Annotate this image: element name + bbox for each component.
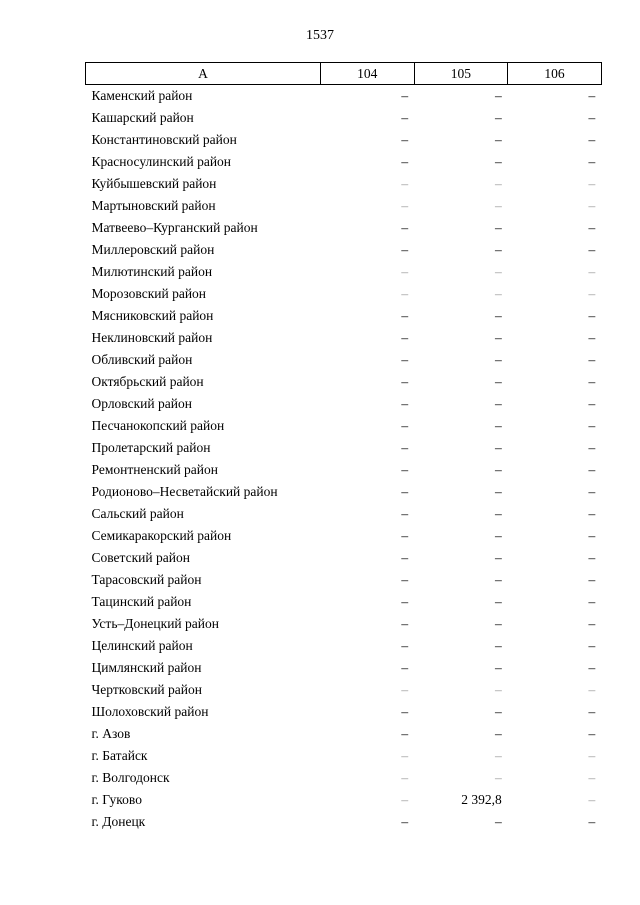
row-value-cell: –: [588, 396, 596, 411]
table-row: [86, 657, 602, 679]
row-value-cell: –: [401, 286, 409, 301]
row-name-cell: Чертковский район: [91, 682, 202, 697]
row-value-cell: –: [401, 220, 409, 235]
table-row: [86, 481, 602, 503]
row-name-cell: Октябрьский район: [91, 374, 204, 389]
row-value-cell: –: [401, 770, 409, 785]
table-row: [86, 85, 602, 108]
row-value-cell: –: [401, 506, 409, 521]
row-value-cell: –: [588, 506, 596, 521]
row-name-cell: Обливский район: [91, 352, 193, 367]
row-value-cell: –: [494, 748, 502, 763]
row-name-cell: г. Волгодонск: [91, 770, 170, 785]
table-row: [86, 547, 602, 569]
row-name-cell: Константиновский район: [91, 132, 237, 147]
row-value-cell: –: [494, 484, 502, 499]
row-value-cell: –: [588, 528, 596, 543]
row-value-cell: –: [494, 396, 502, 411]
row-name-cell: Матвеево–Курганский район: [91, 220, 258, 235]
row-value-cell: –: [401, 132, 409, 147]
row-name-cell: Песчанокопский район: [91, 418, 225, 433]
row-value-cell: –: [588, 132, 596, 147]
row-value-cell: 2 392,8: [461, 792, 502, 807]
table-row: [86, 371, 602, 393]
table-row: [86, 349, 602, 371]
row-value-cell: –: [401, 330, 409, 345]
row-value-cell: –: [588, 462, 596, 477]
row-value-cell: –: [588, 330, 596, 345]
row-value-cell: –: [588, 726, 596, 741]
row-value-cell: –: [494, 660, 502, 675]
row-value-cell: –: [494, 572, 502, 587]
row-value-cell: –: [588, 308, 596, 323]
row-value-cell: –: [588, 154, 596, 169]
row-value-cell: –: [588, 572, 596, 587]
row-name-cell: Миллеровский район: [91, 242, 215, 257]
row-value-cell: –: [401, 704, 409, 719]
row-value-cell: –: [401, 396, 409, 411]
table-row: [86, 415, 602, 437]
table-row: [86, 283, 602, 305]
table-row: [86, 591, 602, 613]
row-value-cell: –: [588, 704, 596, 719]
row-value-cell: –: [494, 88, 502, 103]
row-value-cell: –: [401, 528, 409, 543]
row-value-cell: –: [494, 440, 502, 455]
row-name-cell: Сальский район: [91, 506, 184, 521]
row-value-cell: –: [588, 792, 596, 807]
row-value-cell: –: [588, 682, 596, 697]
row-name-cell: Кашарский район: [91, 110, 194, 125]
table-row: [86, 305, 602, 327]
row-value-cell: –: [588, 352, 596, 367]
row-name-cell: Пролетарский район: [91, 440, 211, 455]
header-cell-name: А: [86, 63, 321, 85]
row-value-cell: –: [494, 638, 502, 653]
row-name-cell: Шолоховский район: [91, 704, 209, 719]
row-name-cell: Неклиновский район: [91, 330, 213, 345]
row-value-cell: –: [401, 418, 409, 433]
row-value-cell: –: [401, 264, 409, 279]
table-row: [86, 107, 602, 129]
row-value-cell: –: [494, 352, 502, 367]
row-value-cell: –: [401, 242, 409, 257]
table-row: [86, 525, 602, 547]
row-value-cell: –: [401, 462, 409, 477]
row-value-cell: –: [401, 352, 409, 367]
row-value-cell: –: [494, 682, 502, 697]
row-value-cell: –: [494, 308, 502, 323]
row-value-cell: –: [588, 616, 596, 631]
table-row: [86, 789, 602, 811]
row-value-cell: –: [588, 660, 596, 675]
row-name-cell: Орловский район: [91, 396, 192, 411]
row-value-cell: –: [494, 704, 502, 719]
table-row: [86, 217, 602, 239]
row-value-cell: –: [401, 638, 409, 653]
row-value-cell: –: [401, 550, 409, 565]
row-value-cell: –: [401, 374, 409, 389]
row-name-cell: Родионово–Несветайский район: [91, 484, 278, 499]
table-row: [86, 701, 602, 723]
table-body: [86, 85, 602, 834]
row-name-cell: Мясниковский район: [91, 308, 214, 323]
row-name-cell: г. Донецк: [91, 814, 146, 829]
row-name-cell: Милютинский район: [91, 264, 213, 279]
row-value-cell: –: [494, 110, 502, 125]
row-name-cell: Усть–Донецкий район: [91, 616, 219, 631]
table-row: [86, 195, 602, 217]
row-value-cell: –: [401, 308, 409, 323]
row-value-cell: –: [588, 264, 596, 279]
row-value-cell: –: [494, 726, 502, 741]
row-value-cell: –: [494, 176, 502, 191]
table-row: [86, 327, 602, 349]
row-value-cell: –: [494, 462, 502, 477]
row-value-cell: –: [494, 198, 502, 213]
row-value-cell: –: [494, 154, 502, 169]
table-row: [86, 745, 602, 767]
row-value-cell: –: [401, 88, 409, 103]
row-value-cell: –: [588, 814, 596, 829]
table-row: [86, 811, 602, 833]
row-name-cell: г. Гуково: [91, 792, 142, 807]
row-name-cell: Морозовский район: [91, 286, 207, 301]
table-row: [86, 129, 602, 151]
row-value-cell: –: [494, 242, 502, 257]
row-value-cell: –: [588, 638, 596, 653]
row-value-cell: –: [588, 242, 596, 257]
row-value-cell: –: [401, 814, 409, 829]
row-value-cell: –: [588, 220, 596, 235]
page-number: 1537: [306, 28, 334, 43]
row-value-cell: –: [588, 440, 596, 455]
row-name-cell: Красносулинский район: [91, 154, 232, 169]
row-name-cell: Тацинский район: [91, 594, 192, 609]
row-name-cell: Ремонтненский район: [91, 462, 218, 477]
row-value-cell: –: [588, 418, 596, 433]
data-table: [85, 62, 602, 833]
row-value-cell: –: [588, 286, 596, 301]
row-value-cell: –: [588, 748, 596, 763]
row-name-cell: Мартыновский район: [91, 198, 216, 213]
row-value-cell: –: [401, 660, 409, 675]
row-value-cell: –: [494, 132, 502, 147]
header-cell-106: 106: [508, 63, 602, 85]
row-value-cell: –: [494, 286, 502, 301]
table-row: [86, 613, 602, 635]
table-row: [86, 635, 602, 657]
row-value-cell: –: [588, 374, 596, 389]
row-name-cell: г. Батайск: [91, 748, 148, 763]
row-value-cell: –: [494, 528, 502, 543]
table-row: [86, 261, 602, 283]
row-name-cell: Каменский район: [91, 88, 193, 103]
row-value-cell: –: [401, 594, 409, 609]
row-value-cell: –: [401, 792, 409, 807]
row-name-cell: Куйбышевский район: [91, 176, 217, 191]
row-value-cell: –: [494, 374, 502, 389]
table-row: [86, 437, 602, 459]
row-value-cell: –: [494, 770, 502, 785]
row-value-cell: –: [401, 198, 409, 213]
row-value-cell: –: [494, 506, 502, 521]
row-value-cell: –: [401, 682, 409, 697]
row-value-cell: –: [588, 110, 596, 125]
row-name-cell: г. Азов: [91, 726, 131, 741]
row-value-cell: –: [588, 88, 596, 103]
table-row: [86, 151, 602, 173]
row-value-cell: –: [494, 616, 502, 631]
row-value-cell: –: [494, 550, 502, 565]
row-name-cell: Советский район: [91, 550, 190, 565]
row-value-cell: –: [494, 814, 502, 829]
row-value-cell: –: [588, 198, 596, 213]
table-header: [86, 63, 602, 85]
row-value-cell: –: [401, 726, 409, 741]
row-value-cell: –: [401, 572, 409, 587]
table-row: [86, 393, 602, 415]
row-value-cell: –: [401, 110, 409, 125]
table-row: [86, 569, 602, 591]
table-row: [86, 723, 602, 745]
row-value-cell: –: [588, 550, 596, 565]
row-value-cell: –: [494, 330, 502, 345]
table-row: [86, 459, 602, 481]
row-name-cell: Тарасовский район: [91, 572, 202, 587]
row-value-cell: –: [588, 594, 596, 609]
header-cell-104: 104: [321, 63, 415, 85]
table-row: [86, 767, 602, 789]
row-value-cell: –: [401, 154, 409, 169]
row-value-cell: –: [494, 418, 502, 433]
row-value-cell: –: [588, 484, 596, 499]
header-cell-105: 105: [414, 63, 508, 85]
table-row: [86, 503, 602, 525]
row-value-cell: –: [401, 440, 409, 455]
row-value-cell: –: [494, 220, 502, 235]
header-row: [86, 63, 602, 85]
table-row: [86, 239, 602, 261]
row-value-cell: –: [401, 616, 409, 631]
row-value-cell: –: [494, 264, 502, 279]
row-name-cell: Семикаракорский район: [91, 528, 232, 543]
row-value-cell: –: [401, 748, 409, 763]
row-value-cell: –: [401, 484, 409, 499]
row-value-cell: –: [401, 176, 409, 191]
row-name-cell: Целинский район: [91, 638, 193, 653]
row-name-cell: Цимлянский район: [91, 660, 202, 675]
row-value-cell: –: [588, 176, 596, 191]
row-value-cell: –: [494, 594, 502, 609]
row-value-cell: –: [588, 770, 596, 785]
table-row: [86, 679, 602, 701]
table-row: [86, 173, 602, 195]
